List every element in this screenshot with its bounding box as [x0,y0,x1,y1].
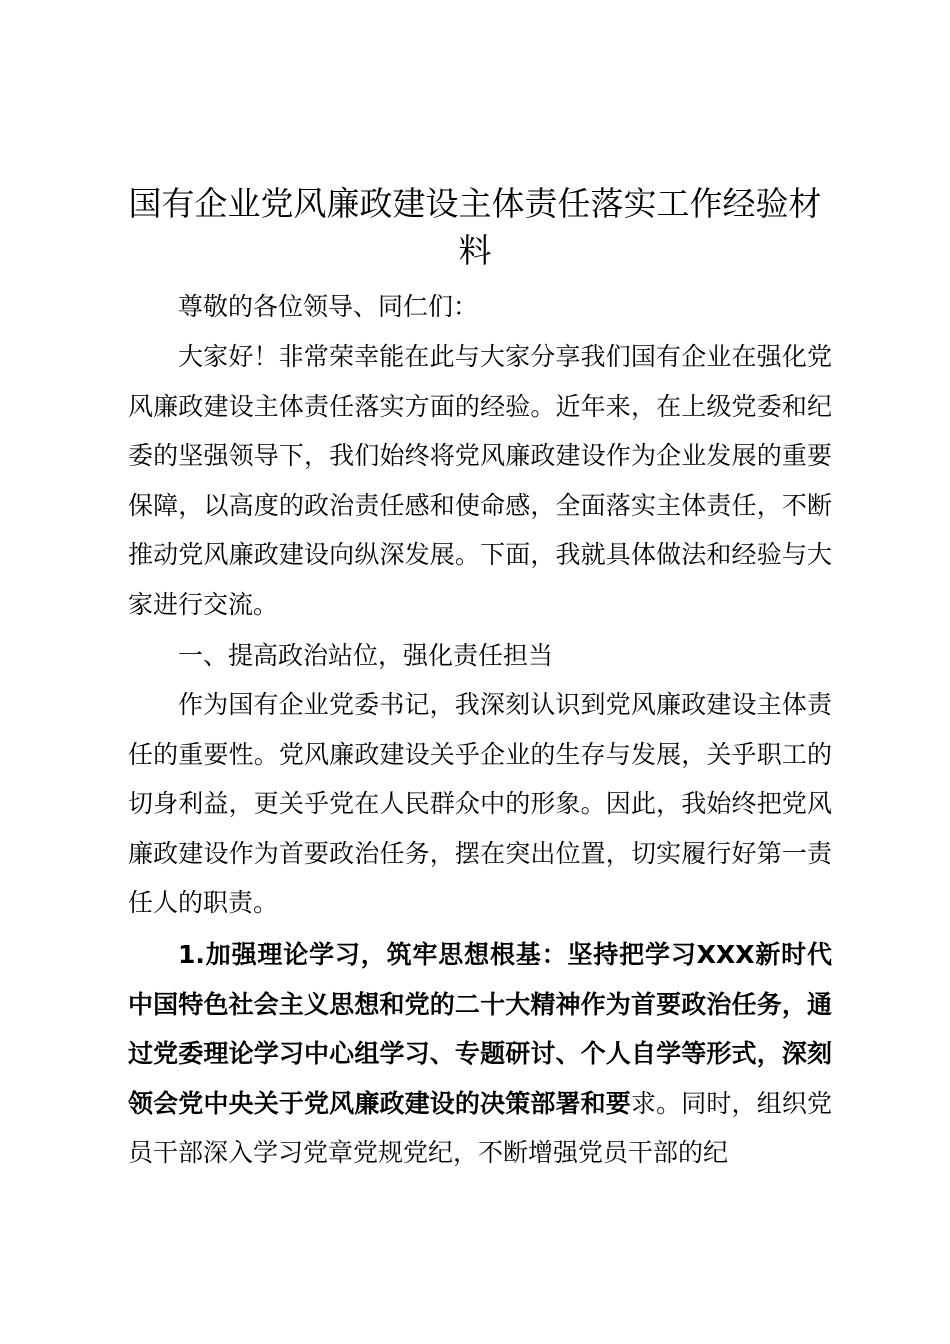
item-1-regular-text: 求。同时，组织党员干部深入学习党章党规党纪，不断增强党员干部的纪 [128,1088,832,1167]
paragraph-section-1: 作为国有企业党委书记，我深刻认识到党风廉政建设主体责任的重要性。党风廉政建设关乎企业的生存与发展，关乎职工的切身利益，更关乎党在人民群众中的形象。因此，我始终把党风廉政建设作为首要政治任务，摆在突出位置，切实履行好第一责任人的职责。 [128,690,832,917]
salutation: 尊敬的各位领导、同仁们： [178,292,479,321]
item-1-bold-text: 1.加强理论学习，筑牢思想根基：坚持把学习XXX新时代中国特色社会主义思想和党的二十大精神作为首要政治任务，通过党委理论学习中心组学习、专题研讨、个人自学等形式，深刻领会党中央关于党风廉政建设的决策部署和要 [128,940,833,1118]
paragraph-item-1 [128,930,832,1178]
document-title: 国有企业党风廉政建设主体责任落实工作经验材料 [128,184,822,270]
section-heading-1: 一、提高政治站位，强化责任担当 [178,641,554,670]
paragraph-intro: 大家好！非常荣幸能在此与大家分享我们国有企业在强化党风廉政建设主体责任落实方面的经验。近年来，在上级党委和纪委的坚强领导下，我们始终将党风廉政建设作为企业发展的重要保障，以高度的政治责任感和使命感，全面落实主体责任，不断推动党风廉政建设向纵深发展。下面，我就具体做法和经验与大家进行交流。 [128,342,832,619]
